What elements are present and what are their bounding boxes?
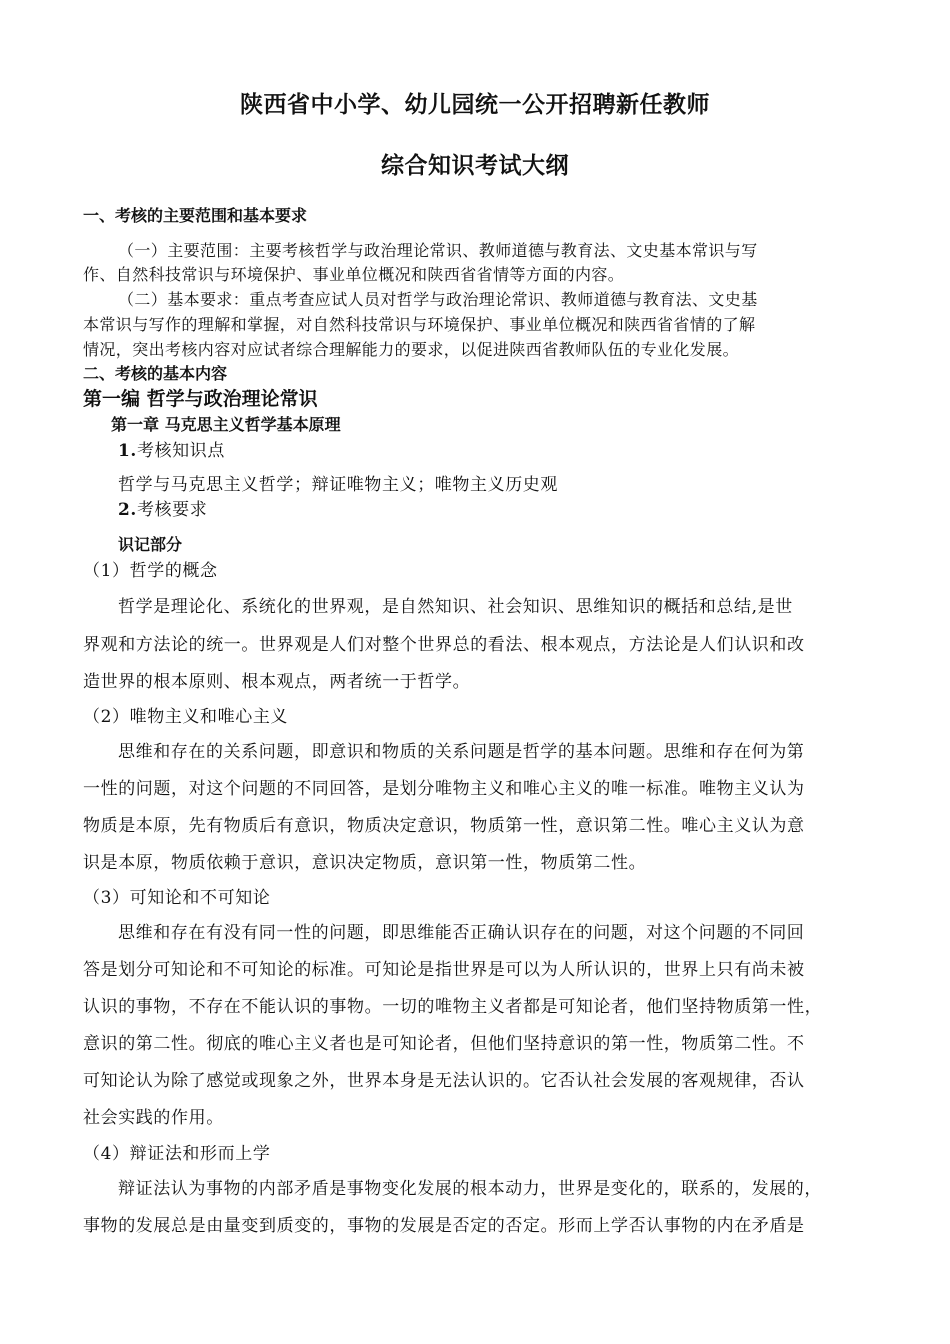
paragraph-line: 意识的第二性。彻底的唯心主义者也是可知论者，但他们坚持意识的第一性，物质第二性。不: [83, 1034, 805, 1054]
paragraph-line: 物质是本原，先有物质后有意识，物质决定意识，物质第一性，意识第二性。唯心主义认为意: [83, 816, 805, 836]
document-title-line-1: 陕西省中小学、幼儿园统一公开招聘新任教师: [240, 92, 710, 118]
paragraph-line: 认识的事物，不存在不能认识的事物。一切的唯物主义者都是可知论者，他们坚持物质第一性，: [83, 997, 823, 1017]
paragraph-line: 识是本原，物质依赖于意识，意识决定物质，意识第一性，物质第二性。: [83, 853, 647, 873]
paragraph-line: 思维和存在有没有同一性的问题，即思维能否正确认识存在的问题，对这个问题的不同回: [118, 923, 805, 943]
requirement-line-3: 情况，突出考核内容对应试者综合理解能力的要求，以促进陕西省教师队伍的专业化发展。: [83, 340, 740, 359]
paragraph-line: 可知论认为除了感觉或现象之外，世界本身是无法认识的。它否认社会发展的客观规律，否认: [83, 1071, 805, 1091]
chapter-heading: 第一章 马克思主义哲学基本原理: [111, 415, 341, 434]
requirement-line-1: （二）基本要求：重点考查应试人员对哲学与政治理论常识、教师道德与教育法、文史基: [118, 290, 758, 309]
section-heading-scope: 一、考核的主要范围和基本要求: [83, 206, 308, 225]
requirements-label: [118, 495, 207, 520]
item-heading-agnosticism: （3）可知论和不可知论: [83, 888, 271, 908]
requirement-line-2: 本常识与写作的理解和掌握，对自然科技常识与环境保护、事业单位概况和陕西省省情的了解: [83, 315, 756, 334]
requirements-number: 2.: [118, 500, 137, 520]
paragraph-line: 社会实践的作用。: [83, 1108, 224, 1128]
paragraph-line: 答是划分可知论和不可知论的标准。可知论是指世界是可以为人所认识的，世界上只有尚未被: [83, 960, 805, 980]
requirements-text: 考核要求: [136, 500, 208, 520]
knowledge-points-list: 哲学与马克思主义哲学；辩证唯物主义；唯物主义历史观: [118, 475, 558, 495]
knowledge-points-number: 1.: [118, 441, 137, 461]
knowledge-points-text: 考核知识点: [136, 441, 225, 461]
scope-line-1: （一）主要范围：主要考核哲学与政治理论常识、教师道德与教育法、文史基本常识与写: [118, 241, 758, 260]
item-heading-philosophy-concept: （1）哲学的概念: [83, 561, 218, 581]
document-title-line-2: 综合知识考试大纲: [381, 153, 569, 179]
item-heading-materialism-idealism: （2）唯物主义和唯心主义: [83, 707, 289, 727]
knowledge-points-label: [118, 436, 225, 461]
paragraph-line: 辩证法认为事物的内部矛盾是事物变化发展的根本动力，世界是变化的，联系的，发展的，: [118, 1179, 822, 1199]
paragraph-line: 一性的问题，对这个问题的不同回答，是划分唯物主义和唯心主义的唯一标准。唯物主义认为: [83, 779, 805, 799]
paragraph-line: 造世界的根本原则、根本观点，两者统一于哲学。: [83, 672, 471, 692]
paragraph-line: 界观和方法论的统一。世界观是人们对整个世界总的看法、根本观点，方法论是人们认识和改: [83, 635, 805, 655]
item-heading-dialectics: （4）辩证法和形而上学: [83, 1144, 271, 1164]
section-heading-content: 二、考核的基本内容: [83, 364, 228, 383]
paragraph-line: 思维和存在的关系问题，即意识和物质的关系问题是哲学的基本问题。思维和存在何为第: [118, 742, 805, 762]
paragraph-line: 事物的发展总是由量变到质变的，事物的发展是否定的否定。形而上学否认事物的内在矛盾是: [83, 1216, 805, 1236]
memorize-heading: 识记部分: [118, 535, 183, 554]
part-heading: 第一编 哲学与政治理论常识: [83, 388, 318, 410]
paragraph-line: 哲学是理论化、系统化的世界观，是自然知识、社会知识、思维知识的概括和总结,是世: [118, 597, 793, 617]
scope-line-2: 作、自然科技常识与环境保护、事业单位概况和陕西省省情等方面的内容。: [83, 265, 625, 284]
